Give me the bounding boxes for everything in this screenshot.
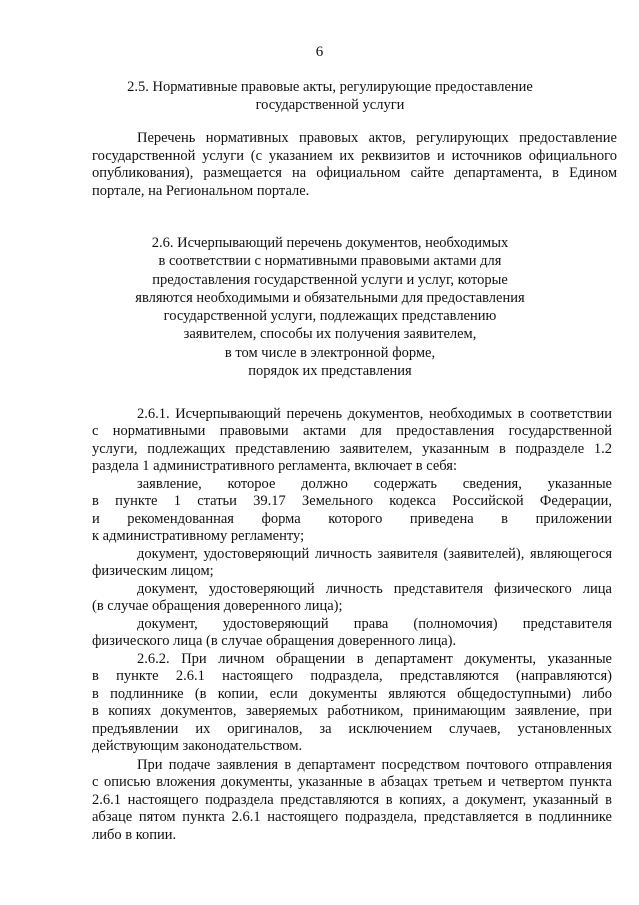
paragraph-2-6-1: 2.6.1. Исчерпывающий перечень документов, необходимых в соответствии с нормативными правовыми актами для предоставления государственной услуги, подлежащих представлению заявителем, указанным в подразделе 1.2 раздела 1 административного регламента, включает в себя: bbox=[92, 406, 612, 475]
section-2-5-body: Перечень нормативных правовых актов, регулирующих предоставление государственной услуги (с указанием их реквизитов и источников официального опубликования), размещается на официальном сайте департамента, в Едином портале, на Региональном портале. bbox=[92, 130, 617, 199]
list-item-identity: документ, удостоверяющий личность заявителя (заявителей), являющегося физическим лицом; bbox=[92, 546, 612, 580]
section-2-5-heading: 2.5. Нормативные правовые акты, регулирующие предоставление государственной услуги bbox=[127, 79, 533, 113]
page-number: 6 bbox=[315, 44, 324, 60]
list-item-application: заявление, которое должно содержать сведения, указанные в пункте 1 статьи 39.17 Земельного кодекса Российской Федерации, и рекомендованная форма которого приведена в приложении к административному регламенту; bbox=[92, 476, 612, 545]
list-item-representative-identity: документ, удостоверяющий личность представителя физического лица (в случае обращения доверенного лица); bbox=[92, 581, 612, 615]
list-item-powers: документ, удостоверяющий права (полномочия) представителя физического лица (в случае обращения доверенного лица). bbox=[92, 616, 612, 650]
paragraph-2-6-2: 2.6.2. При личном обращении в департамент документы, указанные в пункте 2.6.1 настоящего подраздела, представляются (направляются) в подлиннике (в копии, если документы являются общедоступными) либо в копиях документов, заверяемых работником, принимающим заявление, при предъявлении их оригиналов, за исключением случаев, установленных действующим законодательством. bbox=[92, 651, 612, 755]
section-2-6-heading: 2.6. Исчерпывающий перечень документов, необходимых в соответствии с нормативными правовыми актами для предоставления государственной услуги и услуг, которые являются необходимыми и обязательными для предоставления государственной услуги, подлежащих представлению заявителем, способы их получения заявителем, в том числе в электронной форме, порядок их представления bbox=[135, 235, 525, 380]
paragraph-postal-submission: При подаче заявления в департамент посредством почтового отправления с описью вложения документы, указанные в абзацах третьем и четвертом пункта 2.6.1 настоящего подраздела представляются в копиях, а документ, указанный в абзаце пятом пункта 2.6.1 настоящего подраздела, представляется в подлиннике либо в копии. bbox=[92, 757, 612, 843]
